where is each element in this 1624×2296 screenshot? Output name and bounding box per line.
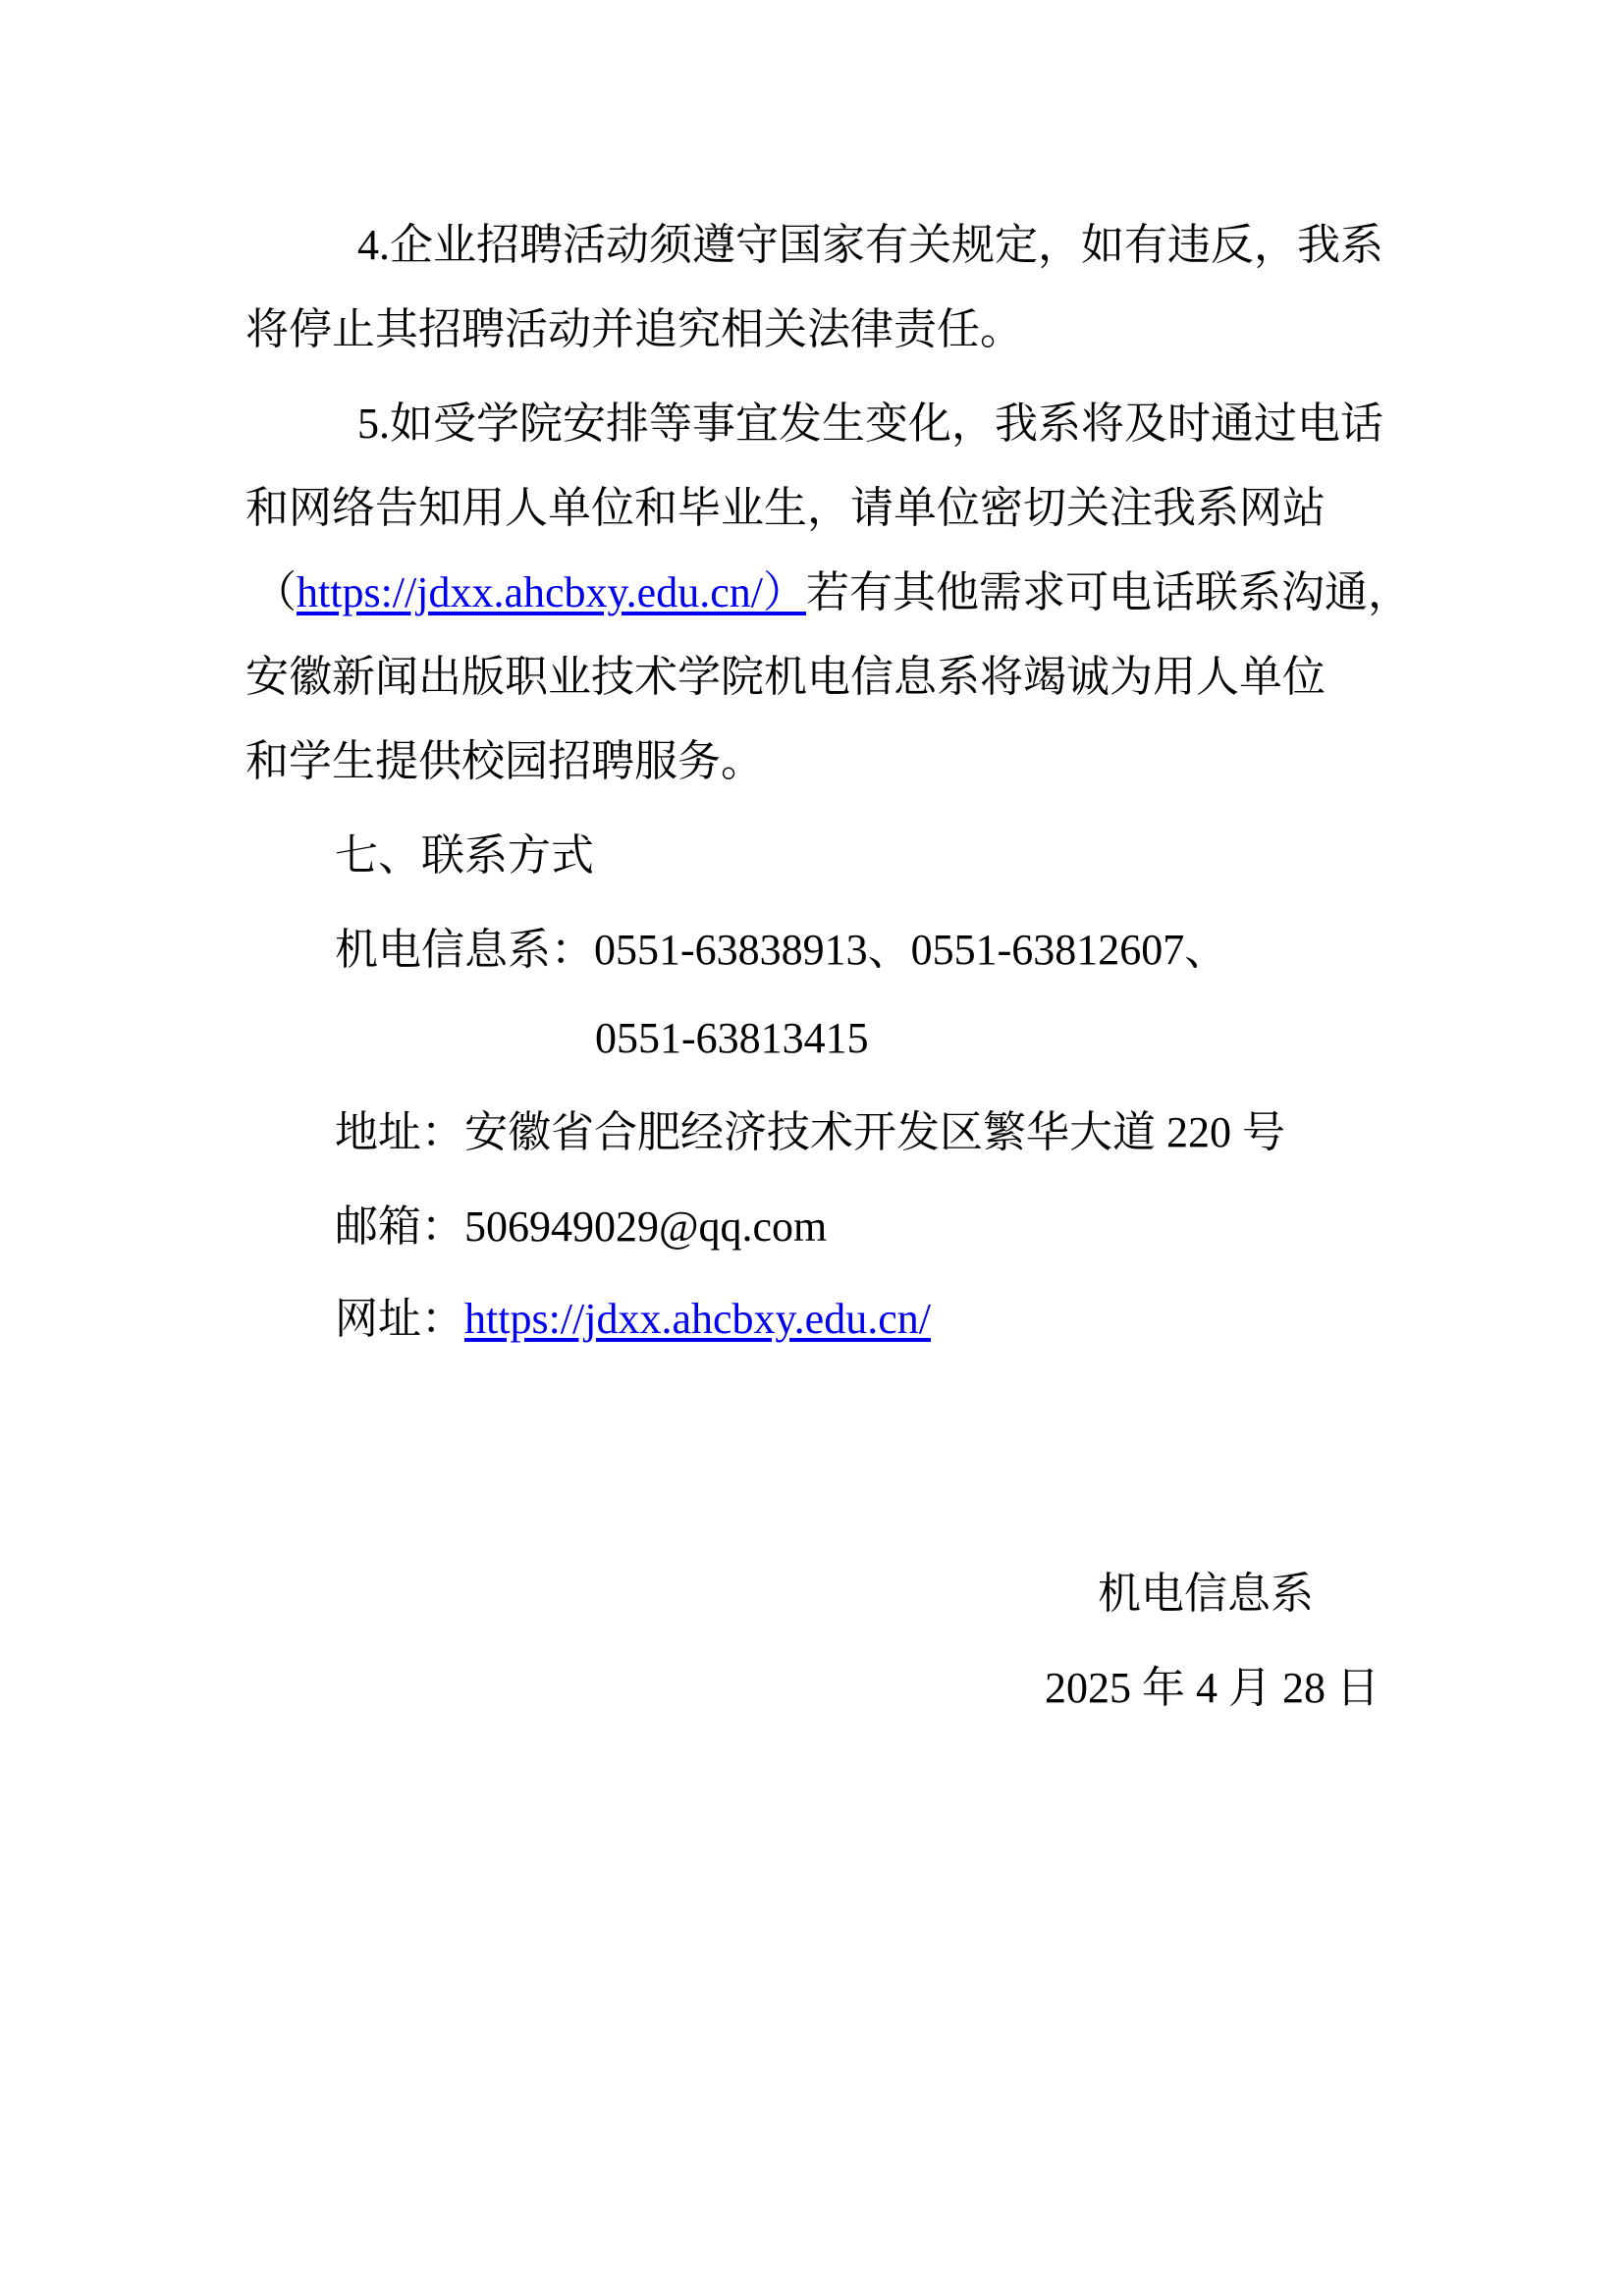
contact-phone-row bbox=[335, 923, 1227, 978]
signature-date: 2025 年 4 月 28 日 bbox=[1045, 1664, 1380, 1712]
paragraph-5-line-3 bbox=[253, 565, 1411, 620]
paragraph-5-line-3-rest: 若有其他需求可电话联系沟通， bbox=[805, 568, 1411, 616]
phone-numbers-line-2: 0551-63813415 bbox=[595, 1014, 869, 1062]
contact-email-row bbox=[335, 1200, 827, 1255]
paragraph-5-line-1: 5.如受学院安排等事宜发生变化，我系将及时通过电话 bbox=[357, 400, 1383, 448]
contact-address-row bbox=[335, 1105, 1285, 1160]
website-label: 网址： bbox=[335, 1295, 464, 1343]
paragraph-5-line-2: 和网络告知用人单位和毕业生，请单位密切关注我系网站 bbox=[245, 484, 1326, 532]
paragraph-4-line-1: 4.企业招聘活动须遵守国家有关规定，如有违反，我系 bbox=[357, 221, 1383, 269]
website-link[interactable]: https://jdxx.ahcbxy.edu.cn/ bbox=[464, 1295, 931, 1343]
email-value: 506949029@qq.com bbox=[464, 1202, 828, 1251]
paragraph-4-line-2: 将停止其招聘活动并追究相关法律责任。 bbox=[245, 305, 1023, 353]
paragraph-5-line-5: 和学生提供校园招聘服务。 bbox=[245, 737, 764, 785]
paren-open: （ bbox=[253, 568, 297, 616]
signature-department: 机电信息系 bbox=[1098, 1570, 1314, 1618]
address-value: 安徽省合肥经济技术开发区繁华大道 220 号 bbox=[464, 1108, 1285, 1156]
address-label: 地址： bbox=[335, 1108, 464, 1156]
website-link-inline[interactable]: https://jdxx.ahcbxy.edu.cn/） bbox=[297, 568, 806, 616]
paragraph-5-line-4: 安徽新闻出版职业技术学院机电信息系将竭诚为用人单位 bbox=[245, 653, 1326, 701]
phone-label: 机电信息系： bbox=[335, 926, 594, 974]
contact-heading: 七、联系方式 bbox=[335, 831, 594, 880]
email-label: 邮箱： bbox=[335, 1202, 464, 1251]
phone-numbers-line-1: 0551-63838913、0551-63812607、 bbox=[594, 926, 1228, 974]
contact-website-row bbox=[335, 1292, 931, 1347]
